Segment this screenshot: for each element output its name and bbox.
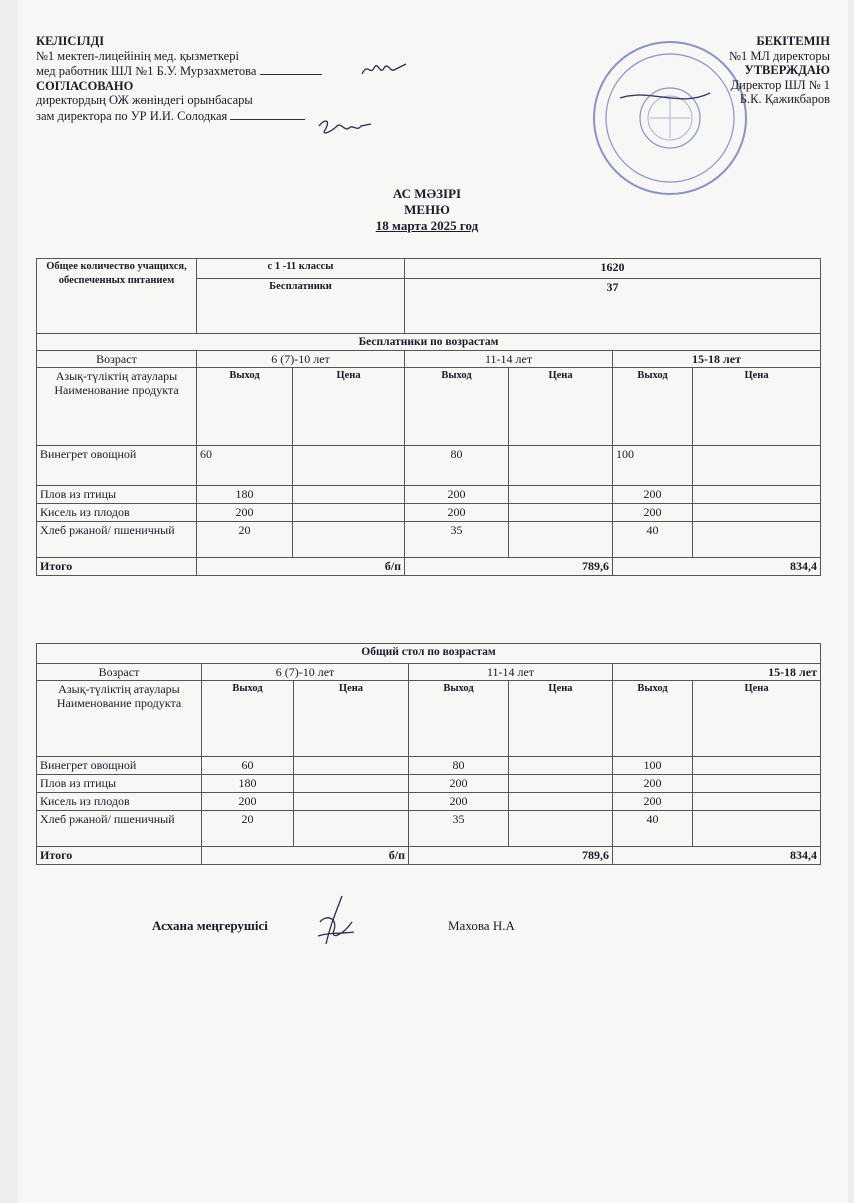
col-price: Цена (693, 368, 821, 446)
age-group: 6 (7)-10 лет (197, 351, 405, 368)
col-out: Выход (613, 681, 693, 757)
total-value: 789,6 (409, 847, 613, 865)
col-out: Выход (197, 368, 293, 446)
deputy-line-kz: директордың ОЖ жөніндегі орынбасары (36, 93, 253, 107)
table-row (37, 522, 821, 558)
table-row (37, 811, 821, 847)
product-label: Азық-түліктің атаулары Наименование продукта (37, 681, 202, 757)
price-cell (693, 811, 821, 847)
director-name: Б.К. Қажикбаров (739, 92, 830, 106)
free-meals-table (36, 258, 821, 576)
section-title: Бесплатники по возрастам (37, 334, 821, 351)
total-row (37, 558, 821, 576)
product-name: Винегрет овощной (37, 446, 197, 486)
product-name: Винегрет овощной (37, 757, 202, 775)
round-stamp (590, 38, 750, 198)
col-price: Цена (693, 681, 821, 757)
out-value: 80 (405, 446, 509, 486)
out-value: 20 (202, 811, 294, 847)
age-group: 15-18 лет (613, 351, 821, 368)
out-value: 200 (613, 504, 693, 522)
table-row (37, 775, 821, 793)
out-value: 200 (613, 775, 693, 793)
free-value: 37 (405, 279, 821, 334)
age-group: 15-18 лет (613, 664, 821, 681)
price-cell (693, 775, 821, 793)
price-cell (509, 504, 613, 522)
out-value: 35 (405, 522, 509, 558)
col-out: Выход (202, 681, 294, 757)
agreement-block (36, 34, 322, 123)
table-row (37, 446, 821, 486)
age-group: 6 (7)-10 лет (202, 664, 409, 681)
approve-ru: УТВЕРЖДАЮ (744, 63, 830, 77)
col-price: Цена (509, 681, 613, 757)
out-value: 35 (409, 811, 509, 847)
approval-block (729, 34, 830, 107)
price-cell (294, 811, 409, 847)
price-cell (693, 486, 821, 504)
product-name: Плов из птицы (37, 486, 197, 504)
price-cell (293, 522, 405, 558)
out-value: 200 (613, 793, 693, 811)
price-cell (509, 446, 613, 486)
col-price: Цена (294, 681, 409, 757)
title-ru: МЕНЮ (404, 202, 450, 217)
total-value: б/п (202, 847, 409, 865)
out-value: 80 (409, 757, 509, 775)
director-line-kz: №1 МЛ директоры (729, 48, 830, 63)
col-out: Выход (405, 368, 509, 446)
total-value: б/п (197, 558, 405, 576)
price-cell (293, 446, 405, 486)
total-value: 789,6 (405, 558, 613, 576)
out-value: 100 (613, 446, 693, 486)
classes-label: с 1 -11 классы (197, 259, 405, 279)
col-price: Цена (293, 368, 405, 446)
age-group: 11-14 лет (405, 351, 613, 368)
price-cell (509, 811, 613, 847)
product-label: Азық-түліктің атаулары Наименование продукта (37, 368, 197, 446)
price-cell (293, 504, 405, 522)
medic-signature (360, 58, 410, 80)
out-value: 200 (613, 486, 693, 504)
age-group: 11-14 лет (409, 664, 613, 681)
medic-line-ru: мед работник ШЛ №1 Б.У. Мурзахметова (36, 63, 322, 79)
approve-kz: БЕКІТЕМІН (756, 34, 830, 48)
section-title: Общий стол по возрастам (37, 644, 821, 664)
signature-line (230, 108, 305, 120)
out-value: 200 (405, 504, 509, 522)
product-name: Плов из птицы (37, 775, 202, 793)
menu-date: 18 марта 2025 год (375, 218, 479, 233)
price-cell (293, 486, 405, 504)
deputy-signature (315, 116, 375, 140)
canteen-head-label: Асхана меңгерушісі (152, 918, 268, 933)
out-value: 40 (613, 522, 693, 558)
director-line-ru: Директор ШЛ № 1 (730, 77, 830, 92)
out-value: 180 (197, 486, 293, 504)
product-name: Кисель из плодов (37, 504, 197, 522)
price-cell (294, 775, 409, 793)
price-cell (509, 486, 613, 504)
out-value: 100 (613, 757, 693, 775)
table-row (37, 757, 821, 775)
out-value: 200 (202, 793, 294, 811)
out-value: 40 (613, 811, 693, 847)
out-value: 200 (405, 486, 509, 504)
price-cell (693, 522, 821, 558)
signature-line (260, 63, 322, 75)
total-row (37, 847, 821, 865)
total-value: 834,4 (613, 847, 821, 865)
canteen-head-signature (312, 892, 360, 952)
students-total-label: Общее количество учащихся, обеспеченных питанием (37, 259, 197, 334)
total-label: Итого (37, 847, 202, 865)
out-value: 20 (197, 522, 293, 558)
agreed-kz: КЕЛІСІЛДІ (36, 34, 105, 48)
out-value: 200 (409, 775, 509, 793)
product-name: Хлеб ржаной/ пшеничный (37, 811, 202, 847)
price-cell (693, 757, 821, 775)
product-name: Хлеб ржаной/ пшеничный (37, 522, 197, 558)
price-cell (509, 757, 613, 775)
col-out: Выход (409, 681, 509, 757)
price-cell (509, 522, 613, 558)
medic-line-kz: №1 мектеп-лицейінің мед. қызметкері (36, 48, 239, 63)
menu-title (0, 186, 854, 234)
price-cell (693, 793, 821, 811)
col-price: Цена (509, 368, 613, 446)
age-label: Возраст (37, 351, 197, 368)
total-label: Итого (37, 558, 197, 576)
out-value: 180 (202, 775, 294, 793)
price-cell (693, 446, 821, 486)
price-cell (509, 793, 613, 811)
deputy-line-ru: зам директора по УР И.И. Солодкая (36, 108, 322, 124)
age-label: Возраст (37, 664, 202, 681)
price-cell (693, 504, 821, 522)
table-row (37, 504, 821, 522)
title-kz: АС МӘЗІРІ (392, 186, 462, 201)
free-label: Бесплатники (197, 279, 405, 334)
out-value: 200 (409, 793, 509, 811)
total-value: 834,4 (613, 558, 821, 576)
agreed-ru: СОГЛАСОВАНО (36, 78, 134, 93)
col-out: Выход (613, 368, 693, 446)
table-row (37, 486, 821, 504)
price-cell (294, 757, 409, 775)
table-row (37, 793, 821, 811)
price-cell (509, 775, 613, 793)
classes-value: 1620 (405, 259, 821, 279)
out-value: 60 (202, 757, 294, 775)
product-name: Кисель из плодов (37, 793, 202, 811)
price-cell (294, 793, 409, 811)
general-meals-table (36, 643, 821, 865)
out-value: 60 (197, 446, 293, 486)
canteen-head-name: Махова Н.А (448, 918, 515, 933)
out-value: 200 (197, 504, 293, 522)
